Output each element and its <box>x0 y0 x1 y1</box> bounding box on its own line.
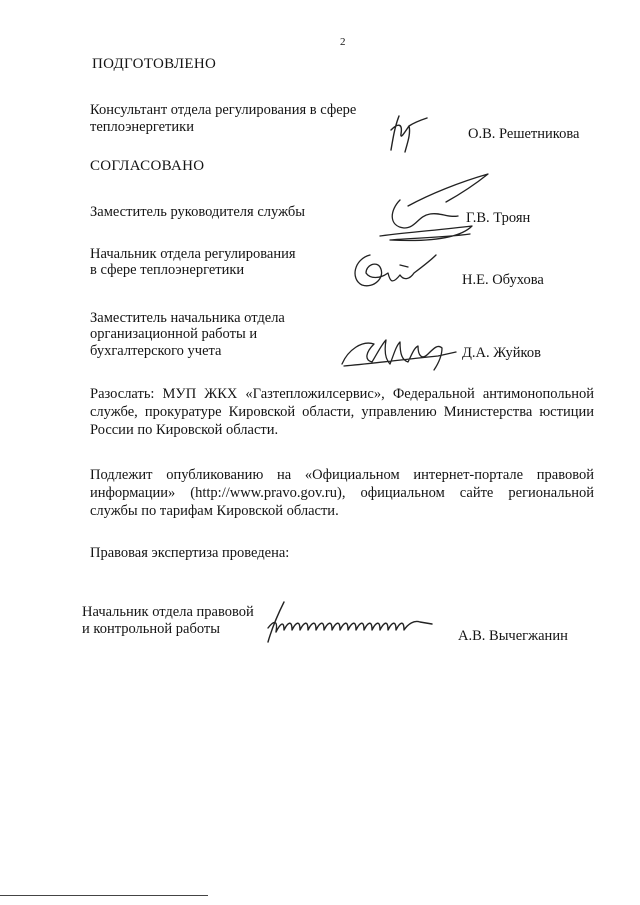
heat-energy-head-position-line1: Начальник отдела регулирования <box>90 246 296 262</box>
signature-obukhova <box>340 245 440 295</box>
signature-troyan <box>360 168 495 248</box>
heat-energy-head-name: Н.Е. Обухова <box>462 272 544 288</box>
deputy-head-name: Г.В. Троян <box>466 210 531 226</box>
prepared-name: О.В. Решетникова <box>468 126 580 142</box>
org-deputy-name: Д.А. Жуйков <box>462 345 541 361</box>
page-number: 2 <box>340 36 346 48</box>
legal-head-position-line1: Начальник отдела правовой <box>82 604 254 620</box>
publication-text: Подлежит опубликованию на «Официальном интернет-портале правовой информации» (http://www.pravo.gov.ru), официальном сайте региональной службы по тарифам Кировской области. <box>90 467 594 519</box>
legal-review-text: Правовая экспертиза проведена: <box>90 545 290 561</box>
agreed-heading: СОГЛАСОВАНО <box>90 158 205 174</box>
legal-head-position-line2: и контрольной работы <box>82 621 220 637</box>
org-deputy-position-line3: бухгалтерского учета <box>90 343 222 359</box>
signature-reshetnikova <box>385 110 435 155</box>
prepared-position-line2: теплоэнергетики <box>90 119 194 135</box>
distribution-text: Разослать: МУП ЖКХ «Газтепложилсервис», Федеральной антимонопольной службе, прокуратуре Кировской области, управлению Министерства юстиции России по Кировской области. <box>90 386 594 438</box>
signature-zhuykov <box>338 330 463 375</box>
signature-vychegzhanin <box>262 598 437 648</box>
bottom-rule <box>0 895 208 896</box>
org-deputy-position-line1: Заместитель начальника отдела <box>90 310 285 326</box>
prepared-heading: ПОДГОТОВЛЕНО <box>92 56 217 72</box>
prepared-position-line1: Консультант отдела регулирования в сфере <box>90 102 357 118</box>
legal-head-name: А.В. Вычегжанин <box>458 628 568 644</box>
org-deputy-position-line2: организационной работы и <box>90 326 258 342</box>
heat-energy-head-position-line2: в сфере теплоэнергетики <box>90 262 245 278</box>
deputy-head-position: Заместитель руководителя службы <box>90 204 306 220</box>
